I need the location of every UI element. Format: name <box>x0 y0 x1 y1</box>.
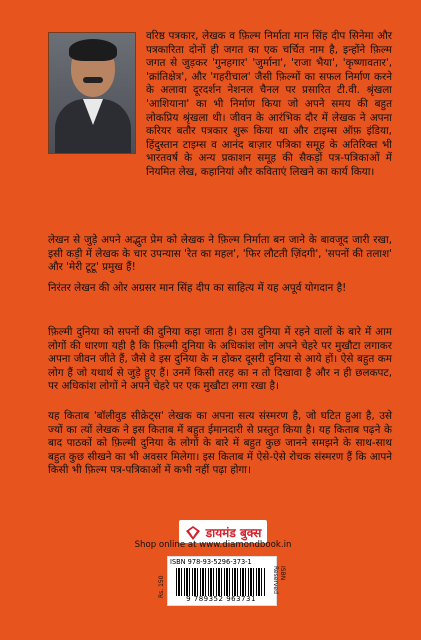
author-moustache <box>83 77 103 83</box>
author-hair <box>69 39 117 61</box>
author-bio-2: लेखन से जुड़े अपने अद्भुत प्रेम को लेखक ने फ़िल्म निर्माता बन जाने के बावजूद जारी रखा, इसी कड़ी में लेखक के चार उपन्यास 'रेत का महल', 'फिर लौटती ज़िंदगी', 'सपनों की तलाश' और 'मेरी टूटू' प्रमुख हैं! <box>48 234 392 274</box>
shop-online-text: Shop online at www.diamondbook.in <box>134 540 292 550</box>
blurb-paragraph-1: फ़िल्मी दुनिया को सपनों की दुनिया कहा जाता है। उस दुनिया में रहने वालों के बारे में आम लोगों की धारणा यही है कि फ़िल्मी दुनिया के अधिकांश लोग अपने चेहरे पर मुखौटा लगाकर अपना जीवन जीते हैं, जैसे वे इस दुनिया के न होकर दूसरी दुनिया से आये हों। ऐसे बहुत कम लोग हैं जो यथार्थ से जुड़े हुए हैं। उनमें किसी तरह का न तो दिखावा है और न ही छलकपट, पर अधिकांश लोगों ने अपने चेहरे पर एक मुखौटा लगा रखा है। <box>48 326 392 393</box>
blurb-paragraph-2: यह किताब 'बॉलीवुड सीक्रेट्स' लेखक का अपना सत्य संस्मरण है, जो घटित हुआ है, उसे ज्यों का त्यों लेखक ने इस किताब में बहुत ईमानदारी से प्रस्तुत किया है। यह किताब पढ़ने के बाद पाठकों को फ़िल्मी दुनिया के लोगों के बारे में बहुत कुछ जानने समझने के साथ-साथ बहुत कुछ सीखने का भी अवसर मिलेगा। इस किताब में ऐसे-ऐसे रोचक संस्मरण हैं कि आपने किसी भी फ़िल्म पत्र-पत्रिकाओं में कभी नहीं पढ़ा होगा। <box>48 410 392 477</box>
barcode-digits: 9 789352 963731 <box>186 595 256 603</box>
isbn-text: ISBN 978-93-5296-373-1 <box>170 558 252 566</box>
diamond-icon <box>185 525 201 541</box>
barcode-bars <box>176 568 266 596</box>
author-photo <box>48 32 136 154</box>
barcode <box>167 556 277 606</box>
spine-note: ISBN Reserved <box>272 566 286 594</box>
price-label: Rs. 150 <box>158 575 165 598</box>
author-bio-1-top: वरिष्ठ पत्रकार, लेखक व फ़िल्म निर्माता मान सिंह दीप सिनेमा और पत्रकारिता दोनों ही जगत का एक चर्चित नाम है, इन्होंने फ़िल्म जगत से जुड़कर 'गुनहगार' 'जुर्माना', 'राजा भैया', 'कृष्णावतार', 'क्रांतिक्षेत्र', और 'गहरीचाल' जैसी फ़िल्मों का सफल निर्माण करने के अलावा दूरदर्शन नेशनल चैनल पर प्रसारित टी.वी. श्रृंखला 'आशियाना' का भी निर्माण किया जो अपने समय की बहुत लोकप्रिय श्रृंखला थी। जीवन के आरंभिक दौर में लेखक ने अपना करियर बतौर पत्रकार शुरू किया था और टाइम्स ऑफ़ इंडिया, हिंदुस्तान टाइम्स व आनंद बाज़ार पत्रिका समूह के अतिरिक्त भी भारतवर्ष के अन्य प्रकाशन समूह की सैकड़ों पत्र-पत्रिकाओं में नियमित लेख, कहानियां और कविताएं लिखने का कार्य किया। <box>146 30 392 178</box>
publisher-name: डायमंड बुक्स <box>205 526 262 540</box>
author-bio-3: निरंतर लेखन की ओर अग्रसर मान सिंह दीप का साहित्य में यह अपूर्व योगदान है! <box>48 282 347 294</box>
